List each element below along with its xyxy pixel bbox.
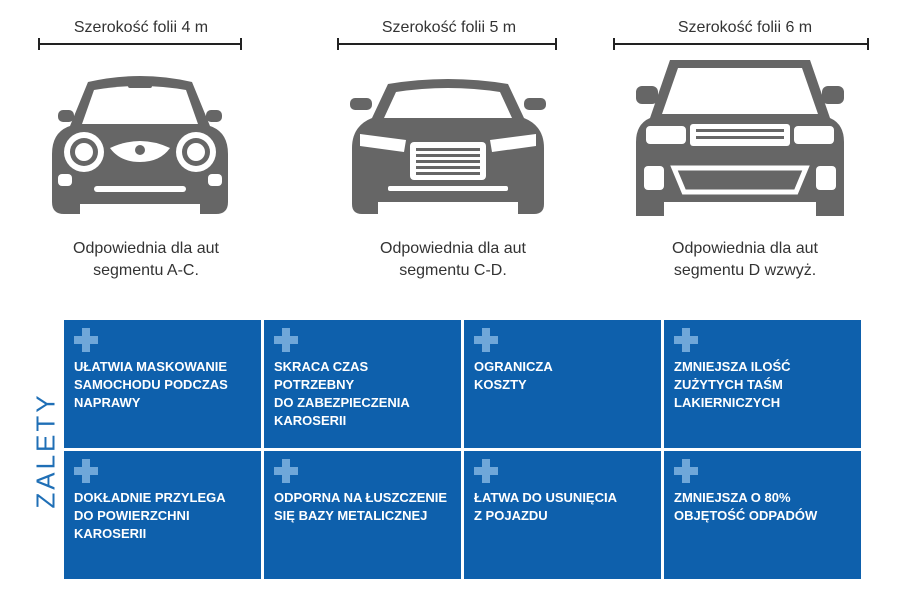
suv-car-icon xyxy=(634,56,846,220)
sedan-car-icon xyxy=(348,74,548,216)
plus-icon xyxy=(274,459,298,483)
plus-icon xyxy=(474,459,498,483)
width-measure-line xyxy=(613,43,869,45)
advantages-title: ZALETY xyxy=(30,391,61,509)
advantage-tile: ZMNIEJSZA O 80% OBJĘTOŚĆ ODPADÓW xyxy=(664,451,861,579)
plus-icon xyxy=(674,459,698,483)
advantage-tile: OGRANICZA KOSZTY xyxy=(464,320,661,448)
car-description: Odpowiednia dla aut segmentu A-C. xyxy=(73,240,219,279)
advantage-tile: DOKŁADNIE PRZYLEGA DO POWIERZCHNI KAROSERII xyxy=(64,451,261,579)
width-measure-line xyxy=(38,43,242,45)
car-description: Odpowiednia dla aut segmentu D wzwyż. xyxy=(672,240,818,279)
plus-icon xyxy=(74,328,98,352)
advantage-tile: ŁATWA DO USUNIĘCIA Z POJAZDU xyxy=(464,451,661,579)
advantage-tile: ZMNIEJSZA ILOŚĆ ZUŻYTYCH TAŚM LAKIERNICZYCH xyxy=(664,320,861,448)
plus-icon xyxy=(674,328,698,352)
small-car-icon xyxy=(48,74,232,216)
advantage-tile: UŁATWIA MASKOWANIE SAMOCHODU PODCZAS NAPRAWY xyxy=(64,320,261,448)
width-label-5m: Szerokość folii 5 m xyxy=(381,19,517,36)
advantage-tile: SKRACA CZAS POTRZEBNY DO ZABEZPIECZENIA KAROSERII xyxy=(264,320,461,448)
car-description: Odpowiednia dla aut segmentu C-D. xyxy=(380,240,526,279)
advantage-tile: ODPORNA NA ŁUSZCZENIE SIĘ BAZY METALICZNEJ xyxy=(264,451,461,579)
width-measure-line xyxy=(337,43,557,45)
width-label-4m: Szerokość folii 4 m xyxy=(73,19,209,36)
plus-icon xyxy=(274,328,298,352)
plus-icon xyxy=(74,459,98,483)
plus-icon xyxy=(474,328,498,352)
width-label-6m: Szerokość folii 6 m xyxy=(677,19,813,36)
advantages-grid xyxy=(64,320,861,579)
